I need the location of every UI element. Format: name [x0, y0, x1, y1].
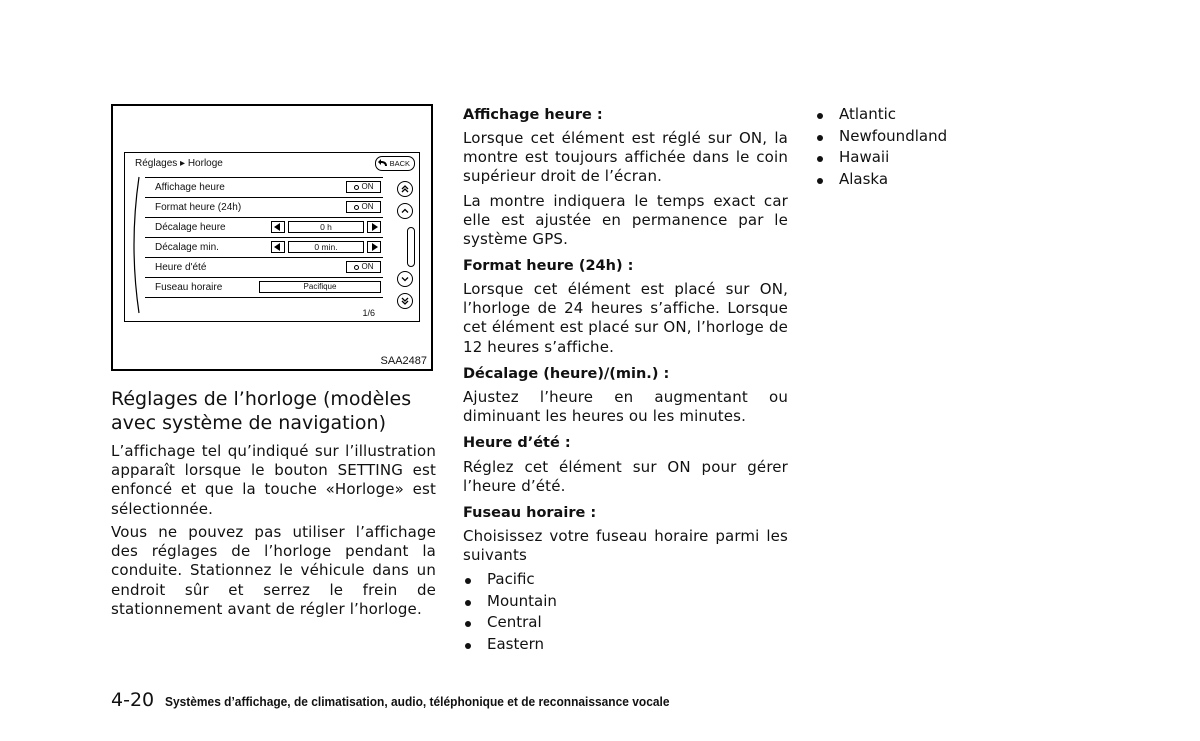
toggle-value: ON: [361, 202, 374, 211]
row-label: Affichage heure: [155, 182, 225, 193]
back-button-label: BACK: [389, 159, 410, 168]
figure-code: SAA2487: [380, 355, 427, 367]
indicator-dot-icon: [354, 265, 359, 270]
list-item: Pacific: [463, 569, 557, 591]
scroll-bottom-button[interactable]: [397, 293, 413, 309]
list-item: Mountain: [463, 591, 557, 613]
toggle-value: ON: [361, 262, 374, 271]
list-item: Atlantic: [815, 104, 947, 126]
heure-ete-text: Réglez cet élément sur ON pour gérer l’heure d’été.: [463, 458, 788, 496]
settings-screen: [124, 152, 420, 322]
fuseau-horaire-text: Choisissez votre fuseau horaire parmi les suivants: [463, 527, 788, 565]
chevron-up-icon: [400, 206, 410, 216]
chevron-down-icon: [400, 274, 410, 284]
decalage-text: Ajustez l’heure en augmentant ou diminuant les heures ou les minutes.: [463, 388, 788, 426]
list-item: Hawaii: [815, 147, 947, 169]
decalage-heure-stepper: [271, 221, 381, 233]
scrollbar[interactable]: [407, 227, 415, 267]
list-item: Alaska: [815, 169, 947, 191]
page-indicator: 1/6: [362, 308, 375, 318]
row-affichage-heure[interactable]: [145, 177, 383, 197]
triangle-left-icon: [274, 223, 282, 231]
row-fuseau-horaire[interactable]: [145, 277, 383, 298]
stepper-value: 0 min.: [288, 241, 364, 253]
intro-paragraph: L’affichage tel qu’indiqué sur l’illustration apparaît lorsque le bouton SETTING est enfoncé et que la touche «Horloge» est sélectionnée.: [111, 442, 436, 518]
triangle-right-icon: [370, 223, 378, 231]
triangle-left-icon: [274, 243, 282, 251]
page-number: 4-20: [111, 689, 155, 711]
back-arrow-icon: [378, 159, 389, 168]
fuseau-horaire-title: Fuseau horaire :: [463, 505, 597, 521]
heure-ete-title: Heure d’été :: [463, 435, 571, 451]
row-label: Décalage min.: [155, 242, 219, 253]
row-label: Fuseau horaire: [155, 282, 223, 293]
toggle-value: ON: [361, 182, 374, 191]
heure-ete-toggle[interactable]: [346, 261, 381, 273]
scroll-up-button[interactable]: [397, 203, 413, 219]
row-decalage-heure: [145, 217, 383, 237]
format-heure-text: Lorsque cet élément est placé sur ON, l’horloge de 24 heures s’affiche. Lorsque cet élément est placé sur ON, l’horloge de 12 heures s’affiche.: [463, 280, 788, 356]
decrease-button[interactable]: [271, 221, 285, 233]
fuseau-horaire-select[interactable]: Pacifique: [259, 281, 381, 293]
timezone-list-2: [815, 104, 947, 191]
list-item: Newfoundland: [815, 126, 947, 148]
format-heure-toggle[interactable]: [346, 201, 381, 213]
affichage-heure-title: Affichage heure :: [463, 107, 603, 123]
affichage-heure-toggle[interactable]: [346, 181, 381, 193]
increase-button[interactable]: [367, 221, 381, 233]
row-label: Format heure (24h): [155, 202, 242, 213]
double-chevron-down-icon: [400, 296, 410, 306]
scroll-down-button[interactable]: [397, 271, 413, 287]
row-decalage-min: [145, 237, 383, 257]
affichage-heure-text: Lorsque cet élément est réglé sur ON, la montre est toujours affichée dans le coin supérieur droit de l’écran.: [463, 129, 788, 186]
increase-button[interactable]: [367, 241, 381, 253]
indicator-dot-icon: [354, 205, 359, 210]
list-item: Eastern: [463, 634, 557, 656]
row-label: Décalage heure: [155, 222, 226, 233]
clock-settings-illustration: [111, 104, 433, 371]
decalage-title: Décalage (heure)/(min.) :: [463, 366, 670, 382]
triangle-right-icon: [370, 243, 378, 251]
indicator-dot-icon: [354, 185, 359, 190]
format-heure-title: Format heure (24h) :: [463, 258, 634, 274]
breadcrumb: Réglages ▸ Horloge: [135, 158, 223, 169]
gps-text: La montre indiquera le temps exact car elle est ajustée en permanence par le système GPS.: [463, 192, 788, 249]
row-label: Heure d'été: [155, 262, 207, 273]
decrease-button[interactable]: [271, 241, 285, 253]
section-heading: Réglages de l’horloge (modèles avec système de navigation): [111, 388, 412, 434]
back-button[interactable]: [375, 156, 415, 171]
double-chevron-up-icon: [400, 184, 410, 194]
decalage-min-stepper: [271, 241, 381, 253]
stepper-value: 0 h: [288, 221, 364, 233]
row-heure-ete[interactable]: [145, 257, 383, 277]
chapter-title: Systèmes d’affichage, de climatisation, audio, téléphonique et de reconnaissance vocale: [165, 694, 670, 709]
warning-paragraph: Vous ne pouvez pas utiliser l’affichage des réglages de l’horloge pendant la conduite. Stationnez le véhicule dans un endroit sûr et serrez le frein de stationnement avant de régler l’horloge.: [111, 523, 436, 618]
scroll-top-button[interactable]: [397, 181, 413, 197]
list-item: Central: [463, 612, 557, 634]
row-format-heure[interactable]: [145, 197, 383, 217]
timezone-list-1: [463, 569, 557, 656]
